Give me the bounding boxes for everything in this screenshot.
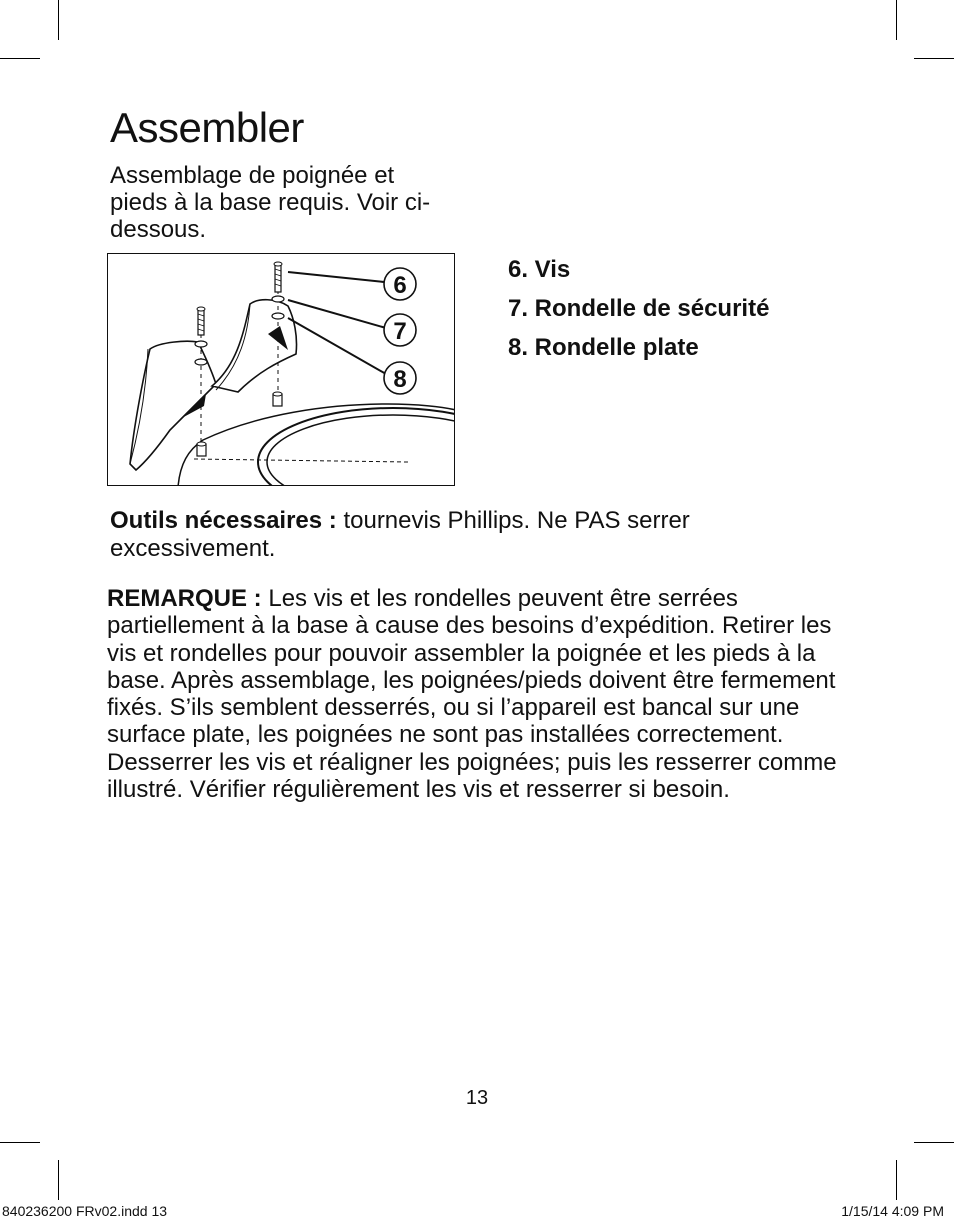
- crop-mark-top-right: [896, 0, 897, 40]
- intro-text: Assemblage de poignée et pieds à la base requis. Voir ci-dessous.: [110, 162, 431, 243]
- note-lead: REMARQUE :: [107, 585, 262, 612]
- callout-label-7: 7: [393, 318, 407, 345]
- tools-lead: Outils nécessaires :: [110, 507, 337, 534]
- part-item: 8. Rondelle plate: [508, 334, 699, 361]
- slug-timestamp: 1/15/14 4:09 PM: [841, 1203, 944, 1219]
- note-text: Les vis et les rondelles peuvent être serrées partiellement à la base à cause des besoins d’expédition. Retirer les vis et rondelles pour pouvoir assembler la poignée et les pieds à la base. Après assemblage, les poignées/pieds doivent être fermement fixés. S’ils semblent desserrés, ou si l’appareil est bancal sur une surface plate, les poignées ne sont pas installées correctement. Desserrer les vis et réaligner les poignées; puis les resserrer comme illustré. Vérifier régulièrement les vis et resserrer si besoin.: [107, 585, 837, 804]
- assembly-illustration: [108, 254, 455, 486]
- crop-mark-top-right-h: [914, 58, 954, 59]
- part-item: 6. Vis: [508, 256, 571, 283]
- crop-mark-bottom-left: [58, 1160, 59, 1200]
- part-item: 7. Rondelle de sécurité: [508, 295, 770, 322]
- slug-file: 840236200 FRv02.indd 13: [2, 1203, 168, 1219]
- crop-mark-bottom-right: [896, 1160, 897, 1200]
- crop-mark-bottom-right-h: [914, 1142, 954, 1143]
- page-title: Assembler: [110, 104, 304, 151]
- callout-label-6: 6: [393, 272, 407, 299]
- tools-text: tournevis Phillips. Ne PAS serrer excessivement.: [110, 507, 690, 562]
- assembly-diagram: [107, 253, 455, 486]
- page-number: 13: [465, 1087, 489, 1109]
- crop-mark-top-left-h: [0, 58, 40, 59]
- tools-paragraph: [110, 507, 810, 563]
- parts-list: [508, 250, 769, 367]
- crop-mark-bottom-left-h: [0, 1142, 40, 1143]
- note-paragraph: [107, 585, 842, 803]
- callout-label-8: 8: [393, 366, 407, 393]
- crop-mark-top-left: [58, 0, 59, 40]
